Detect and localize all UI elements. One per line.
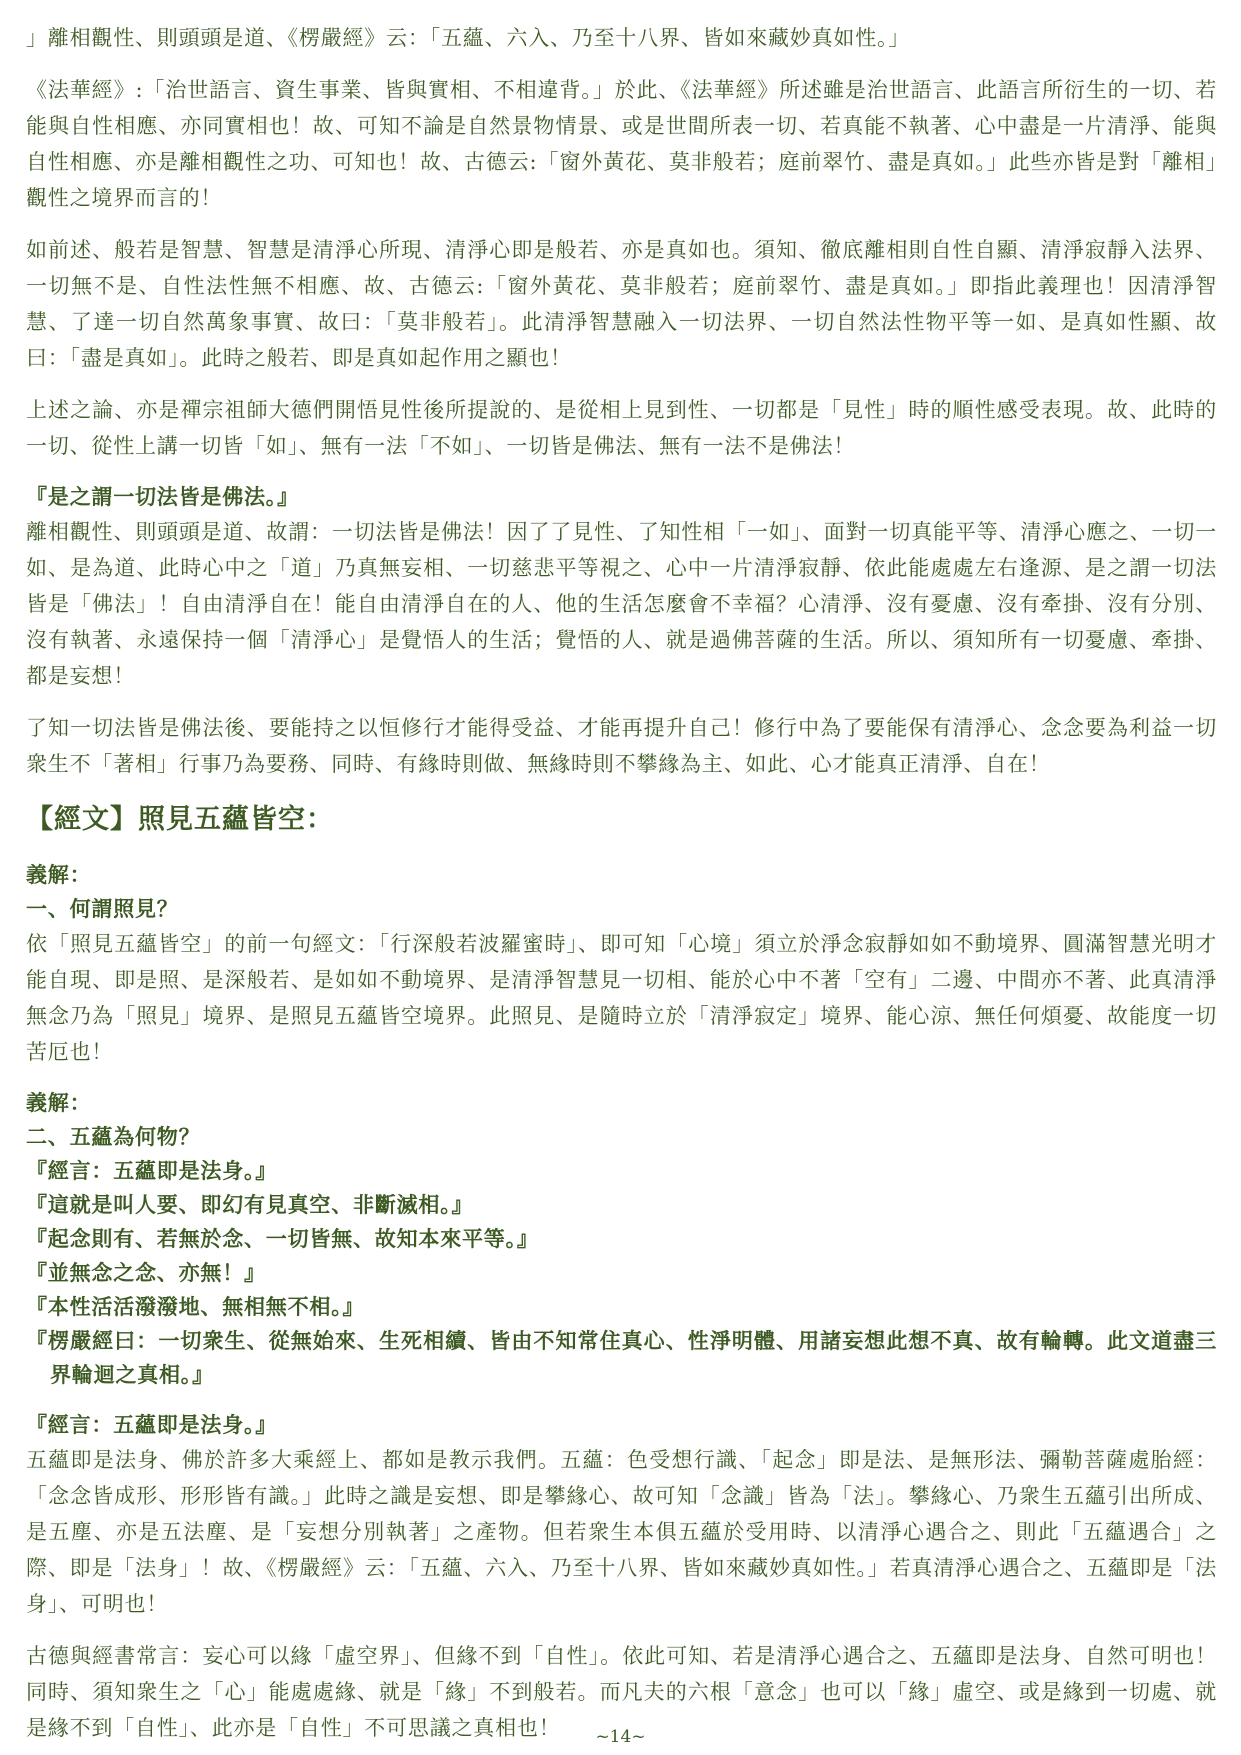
paragraph-4: 上述之論、亦是禪宗祖師大德們開悟見性後所提說的、是從相上見到性、一切都是「見性」時的順性感受表現。故、此時的一切、從性上講一切皆「如」、無有一法「不如」、一切皆是佛法、無有一法不是佛法！: [26, 398, 1217, 458]
paragraph-6: 了知一切法皆是佛法後、要能持之以恒修行才能得受益、才能再提升自己！修行中為了要能保有清淨心、念念要為利益一切衆生不「著相」行事乃為要務、同時、有緣時則做、無緣時則不攀緣為主、如此、心才能真正清淨、自在！: [26, 716, 1217, 776]
paragraph-1: 」離相觀性、則頭頭是道、《楞嚴經》云：「五蘊、六入、乃至十八界、皆如來藏妙真如性。」: [26, 26, 911, 50]
section-1-title: 一、何謂照見？: [26, 896, 179, 921]
quote-line: 『並無念之念、亦無！』: [26, 1260, 266, 1285]
section-2-label: 義解：: [26, 1090, 92, 1115]
section-heading: 【經文】照見五蘊皆空：: [26, 804, 334, 835]
quote-line: 『起念則有、若無於念、一切皆無、故知本來平等。』: [26, 1226, 539, 1251]
quote-line: 『經言：五蘊即是法身。』: [26, 1158, 278, 1183]
section-3-body-2: 古德與經書常言：妄心可以緣「虛空界」、但緣不到「自性」。依此可知、若是清淨心遇合之、五蘊即是法身、自然可明也！同時、須知衆生之「心」能處處緣、就是「緣」不到般若。而凡夫的六根「意念」也可以「緣」虛空、或是緣到一切處、就是緣不到「自性」、此亦是「自性」不可思議之真相也！: [26, 1644, 1217, 1740]
paragraph-3: 如前述、般若是智慧、智慧是清淨心所現、清淨心即是般若、亦是真如也。須知、徹底離相則自性自顯、清淨寂靜入法界、一切無不是、自性法性無不相應、故、古德云:「窗外黃花、莫非般若；庭前翠竹、盡是真如。」即指此義理也！因清淨智慧、了達一切自然萬象事實、故曰：「莫非般若」。此清淨智慧融入一切法界、一切自然法性物平等一如、是真如性顯、故曰：「盡是真如」。此時之般若、即是真如起作用之顯也！: [26, 238, 1217, 370]
section-3-body: 五蘊即是法身、佛於許多大乘經上、都如是教示我們。五蘊：色受想行識、「起念」即是法、是無形法、彌勒菩薩處胎經：「念念皆成形、形形皆有識。」此時之識是妄想、即是攀緣心、故可知「念識」皆為「法」。攀緣心、乃衆生五蘊引出所成、是五塵、亦是五法塵、是「妄想分別執著」之產物。但若衆生本俱五蘊於受用時、以清淨心遇合之、則此「五蘊遇合」之際、即是「法身」！故、《楞嚴經》云：「五蘊、六入、乃至十八界、皆如來藏妙真如性。」若真清淨心遇合之、五蘊即是「法身」、可明也！: [26, 1448, 1217, 1616]
section-1-body: 依「照見五蘊皆空」的前一句經文：「行深般若波羅蜜時」、即可知「心境」須立於淨念寂靜如如不動境界、圓滿智慧光明才能自現、即是照、是深般若、是如如不動境界、是清淨智慧見一切相、能於心中不著「空有」二邊、中間亦不著、此真清淨無念乃為「照見」境界、是照見五蘊皆空境界。此照見、是隨時立於「清淨寂定」境界、能心涼、無任何煩憂、故能度一切苦厄也！: [26, 932, 1217, 1064]
quote-line: 『本性活活潑潑地、無相無不相。』: [26, 1294, 365, 1319]
page-number: ~14~: [595, 1727, 646, 1747]
paragraph-2: 《法華經》:「治世語言、資生事業、皆與實相、不相違背。」於此、《法華經》所述雖是治世語言、此語言所衍生的一切、若能與自性相應、亦同實相也！故、可知不論是自然景物情景、或是世間所表一切、若真能不執著、心中盡是一片清淨、能與自性相應、亦是離相觀性之功、可知也！故、古德云:「窗外黃花、莫非般若；庭前翠竹、盡是真如。」此些亦皆是對「離相」觀性之境界而言的！: [26, 78, 1217, 210]
section-2-title: 二、五蘊為何物？: [26, 1124, 201, 1149]
paragraph-5-title: 『是之謂一切法皆是佛法。』: [26, 484, 299, 509]
quote-line: 『這就是叫人要、即幻有見真空、非斷滅相。』: [26, 1192, 474, 1217]
section-3-title: 『經言：五蘊即是法身。』: [26, 1412, 278, 1437]
quote-line: 『楞嚴經曰：一切衆生、從無始來、生死相續、皆由不知常住真心、性淨明體、用諸妄想此想不真、故有輪轉。此文道盡三界輪迴之真相。』: [26, 1328, 1217, 1387]
section-1-label: 義解：: [26, 862, 92, 887]
paragraph-5: 離相觀性、則頭頭是道、故謂：一切法皆是佛法！因了了見性、了知性相「一如」、面對一切真能平等、清淨心應之、一切一如、是為道、此時心中之「道」乃真無妄相、一切慈悲平等視之、心中一片清淨寂靜、依此能處處左右逢源、是之謂一切法皆是「佛法」！自由清淨自在！能自由清淨自在的人、他的生活怎麼會不幸福？心清淨、沒有憂慮、沒有牽掛、沒有分別、沒有執著、永遠保持一個「清淨心」是覺悟人的生活；覺悟的人、就是過佛菩薩的生活。所以、須知所有一切憂慮、牽掛、都是妄想！: [26, 520, 1217, 688]
